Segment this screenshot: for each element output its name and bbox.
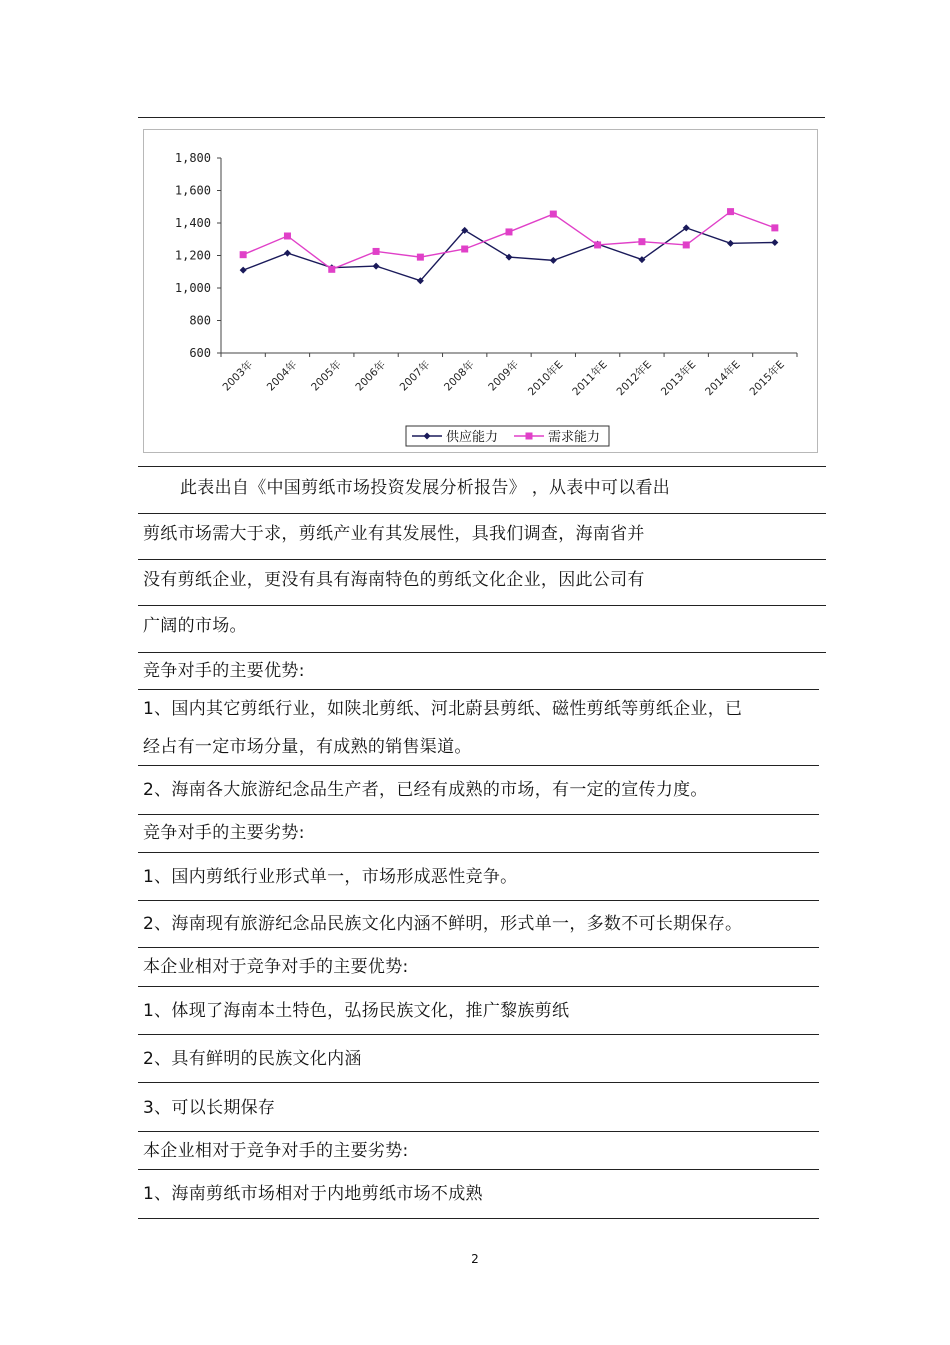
- x-tick-label: 2003年: [220, 358, 256, 394]
- our-strength-2: 2、具有鲜明的民族文化内涵: [143, 1049, 362, 1069]
- demand-point: [638, 238, 645, 245]
- competitor-strength-2: 2、海南各大旅游纪念品生产者，已经有成熟的市场，有一定的宣传力度。: [143, 780, 708, 800]
- demand-point: [771, 224, 778, 231]
- supply-point: [373, 263, 380, 270]
- x-tick-label: 2008年: [441, 358, 477, 394]
- legend-marker-demand: [526, 433, 533, 440]
- x-tick-label: 2010年E: [525, 358, 566, 399]
- y-tick-label: 1,800: [174, 151, 211, 165]
- our-strength-1: 1、体现了海南本土特色，弘扬民族文化，推广黎族剪纸: [143, 1001, 570, 1021]
- supply-point: [727, 240, 734, 247]
- row-rule: [138, 689, 819, 690]
- row-rule: [138, 559, 826, 560]
- demand-point: [373, 248, 380, 255]
- y-tick-label: 1,600: [174, 183, 211, 198]
- y-tick-label: 1,000: [174, 281, 211, 295]
- demand-point: [417, 254, 424, 261]
- demand-point: [550, 211, 557, 218]
- para1-line3: 没有剪纸企业，更没有具有海南特色的剪纸文化企业，因此公司有: [143, 570, 645, 590]
- page-number: 2: [471, 1252, 479, 1266]
- competitor-strength-1-line2: 经占有一定市场分量，有成熟的销售渠道。: [143, 737, 472, 757]
- legend-label: 供应能力: [446, 430, 499, 445]
- x-tick-label: 2014年E: [703, 358, 743, 399]
- top-rule: [138, 117, 825, 118]
- our-strength-3: 3、可以长期保存: [143, 1098, 276, 1118]
- row-rule: [138, 900, 819, 901]
- series-line-demand: [243, 212, 775, 270]
- row-rule: [138, 1082, 819, 1083]
- x-tick-label: 2013年E: [658, 358, 699, 399]
- y-tick-label: 1,200: [174, 248, 211, 263]
- x-tick-label: 2009年: [486, 358, 522, 394]
- chart-frame: [143, 129, 818, 453]
- row-rule: [138, 1218, 819, 1219]
- row-rule: [138, 605, 826, 606]
- y-tick-label: 1,400: [174, 216, 211, 230]
- row-rule: [138, 947, 819, 948]
- competitor-weakness-1: 1、国内剪纸行业形式单一，市场形成恶性竞争。: [143, 867, 518, 887]
- x-tick-label: 2007年: [397, 358, 433, 394]
- competitor-strength-1-line1: 1、国内其它剪纸行业，如陕北剪纸、河北蔚县剪纸、磁性剪纸等剪纸企业，已: [143, 699, 743, 719]
- row-rule: [138, 652, 826, 653]
- row-rule: [138, 765, 819, 766]
- supply-point: [550, 257, 557, 264]
- x-tick-label: 2015年E: [747, 358, 787, 399]
- row-rule: [138, 1169, 819, 1170]
- x-tick-label: 2006年: [353, 358, 389, 394]
- demand-point: [461, 246, 468, 253]
- supply-point: [240, 267, 247, 274]
- demand-point: [240, 251, 247, 258]
- para1-line2: 剪纸市场需大于求，剪纸产业有其发展性，具我们调查，海南省并: [143, 524, 645, 544]
- demand-point: [727, 208, 734, 215]
- x-tick-label: 2012年E: [614, 358, 655, 399]
- row-rule: [138, 513, 826, 514]
- row-rule: [138, 1034, 819, 1035]
- supply-demand-chart: [144, 130, 817, 452]
- x-tick-label: 2005年: [309, 358, 344, 394]
- supply-point: [284, 250, 291, 257]
- para1-line4: 广阔的市场。: [143, 616, 247, 636]
- row-rule: [138, 814, 819, 815]
- section-heading-competitor-weaknesses: 竞争对手的主要劣势:: [143, 823, 305, 843]
- x-tick-label: 2004年: [264, 358, 300, 394]
- y-tick-label: 600: [189, 346, 211, 360]
- y-tick-label: 800: [189, 313, 211, 328]
- competitor-weakness-2: 2、海南现有旅游纪念品民族文化内涵不鲜明，形式单一，多数不可长期保存。: [143, 914, 743, 934]
- row-rule: [138, 466, 826, 467]
- section-heading-our-weaknesses: 本企业相对于竞争对手的主要劣势:: [143, 1141, 409, 1161]
- section-heading-our-strengths: 本企业相对于竞争对手的主要优势:: [143, 957, 409, 977]
- demand-point: [683, 241, 690, 248]
- x-tick-label: 2011年E: [570, 358, 610, 399]
- demand-point: [328, 266, 335, 273]
- our-weakness-1: 1、海南剪纸市场相对于内地剪纸市场不成熟: [143, 1184, 483, 1204]
- demand-point: [506, 228, 513, 235]
- para1-line1: 此表出自《中国剪纸市场投资发展分析报告》 ，从表中可以看出: [180, 478, 671, 498]
- legend-label: 需求能力: [548, 430, 601, 445]
- demand-point: [594, 241, 601, 248]
- row-rule: [138, 1131, 819, 1132]
- demand-point: [284, 233, 291, 240]
- row-rule: [138, 986, 819, 987]
- supply-point: [771, 239, 778, 246]
- section-heading-competitor-strengths: 竞争对手的主要优势:: [143, 661, 305, 681]
- supply-point: [506, 254, 513, 261]
- row-rule: [138, 852, 819, 853]
